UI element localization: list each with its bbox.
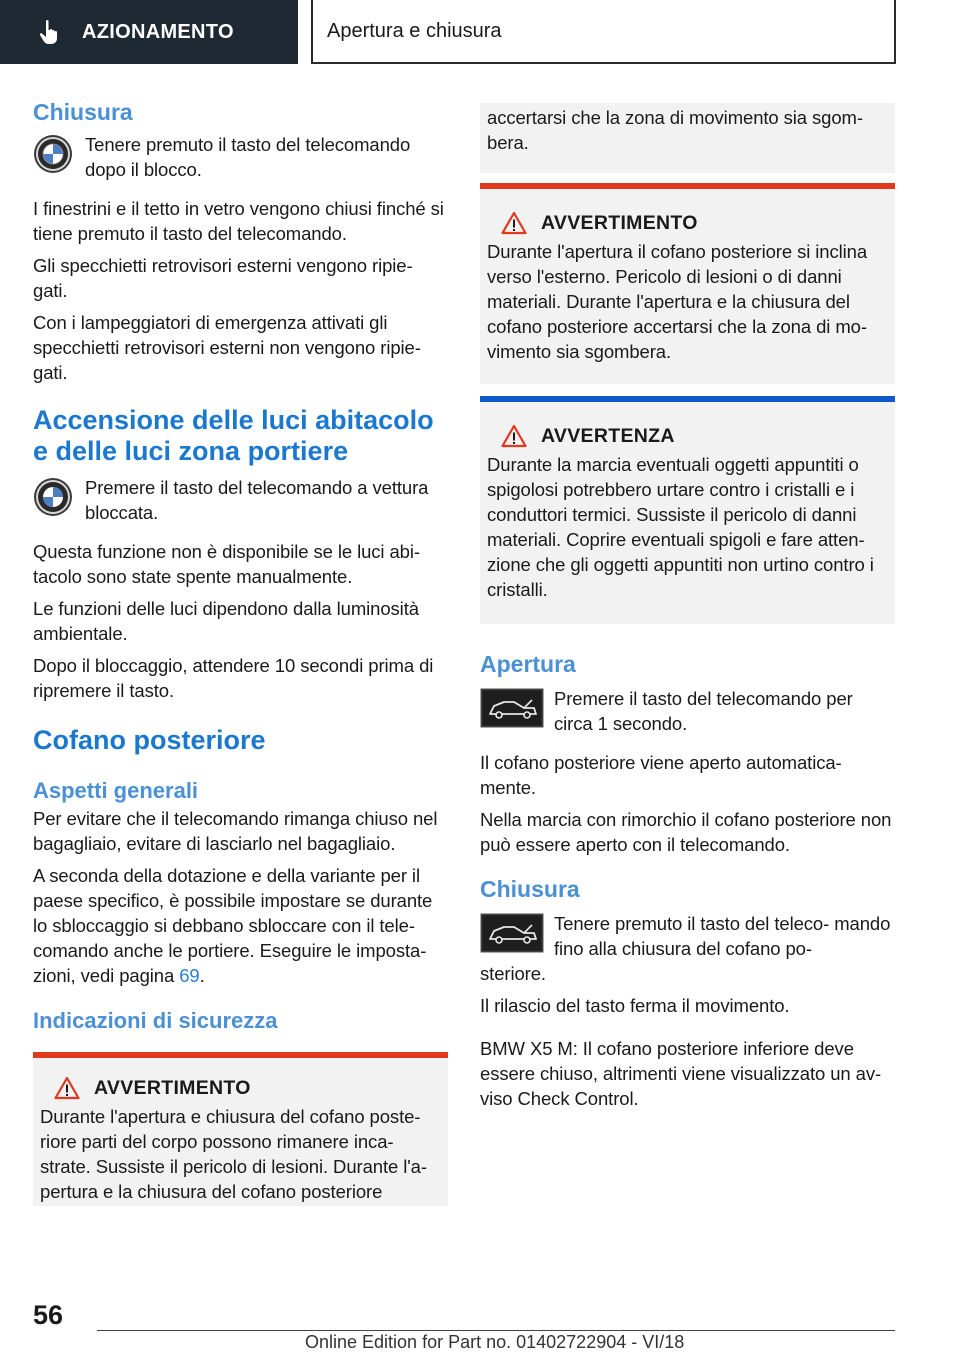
paragraph: Il rilascio del tasto ferma il movimento.: [480, 995, 790, 1016]
paragraph-text: A seconda della dotazione e della variante per il paese specifico, è possibile impostare se durante lo sbloccaggio si debbano sbloccare con il tele- comando anche le portiere. Eseguire le imposta- zioni, vedi pagina: [33, 865, 433, 986]
warning-title: AVVERTIMENTO: [94, 1076, 251, 1099]
paragraph-with-link: [33, 863, 448, 988]
paragraph: BMW X5 M: Il cofano posteriore inferiore deve essere chiuso, altrimenti viene visualizzato un av- viso Check Control.: [480, 1038, 882, 1109]
paragraph: Nella marcia con rimorchio il cofano posteriore non può essere aperto con il telecomando.: [480, 809, 892, 855]
paragraph: Il cofano posteriore viene aperto automatica- mente.: [480, 752, 842, 798]
warning-title: AVVERTIMENTO: [541, 211, 698, 234]
paragraph: Le funzioni delle luci dipendono dalla luminosità ambientale.: [33, 598, 419, 644]
warning-triangle-icon: [54, 1076, 80, 1100]
luci-instruction: [33, 475, 448, 525]
warning-text: Durante l'apertura il cofano posteriore si inclina verso l'esterno. Pericolo di lesioni o di danni materiali. Durante l'apertura e la chiusura del cofano posteriore accertarsi che la zona di mo- vimento sia sgombera.: [487, 241, 868, 362]
right-column: [480, 103, 895, 1111]
paragraph: Gli specchietti retrovisori esterni vengono ripie- gati.: [33, 255, 413, 301]
tailgate-button-icon: [480, 913, 544, 953]
page-number: 56: [33, 1300, 64, 1330]
notice-box: [480, 396, 895, 624]
heading-chiusura-cofano: Chiusura: [480, 876, 580, 902]
warning-content: [480, 189, 895, 384]
notice-text: Durante la marcia eventuali oggetti appuntiti o spigolosi potrebbero urtare contro i cristalli e i conduttori termici. Sussiste il pericolo di danni materiali. Coprire eventuali spigoli e fare atten- zione che gli oggetti appuntiti non urtino contro i cristalli.: [487, 454, 874, 600]
chiusura-instruction-text: Tenere premuto il tasto del telecomando dopo il blocco.: [85, 134, 411, 180]
chiusura-cofano-instruction-text: Tenere premuto il tasto del teleco- mando fino alla chiusura del cofano po-: [554, 913, 891, 959]
left-column: [33, 98, 448, 1206]
section-title: AZIONAMENTO: [82, 20, 234, 43]
chiusura-cofano-instruction: [480, 911, 895, 961]
warning-box: [480, 183, 895, 384]
heading-indicazioni-sicurezza: Indicazioni di sicurezza: [33, 1008, 278, 1033]
paragraph: Con i lampeggiatori di emergenza attivati gli specchietti retrovisori esterni non vengono ripie- gati.: [33, 312, 421, 383]
paragraph: Questa funzione non è disponibile se le luci abi- tacolo sono state spente manualmente.: [33, 541, 420, 587]
heading-cofano-posteriore: Cofano posteriore: [33, 725, 266, 755]
apertura-instruction: [480, 686, 895, 736]
warning-triangle-icon: [501, 211, 527, 235]
heading-apertura: Apertura: [480, 651, 576, 677]
hand-pointer-icon: [38, 19, 62, 45]
bmw-key-icon: [33, 477, 73, 517]
notice-title: AVVERTENZA: [541, 424, 675, 447]
chiusura-instruction: [33, 132, 448, 182]
notice-content: [480, 402, 895, 624]
luci-instruction-text: Premere il tasto del telecomando a vettura bloccata.: [85, 477, 429, 523]
paragraph: I finestrini e il tetto in vetro vengono chiusi finché si tiene premuto il tasto del telecomando.: [33, 198, 444, 244]
apertura-instruction-text: Premere il tasto del telecomando per circa 1 secondo.: [554, 688, 853, 734]
footer-edition: Online Edition for Part no. 01402722904 - VI/18: [305, 1332, 685, 1352]
notice-header: [501, 424, 888, 448]
paragraph-end: .: [199, 965, 205, 986]
paragraph: Per evitare che il telecomando rimanga chiuso nel bagagliaio, evitare di lasciarlo nel bagagliaio.: [33, 808, 438, 854]
chapter-title: Apertura e chiusura: [311, 0, 896, 64]
tailgate-button-icon: [480, 688, 544, 728]
warning-text: Durante l'apertura e chiusura del cofano poste- riore parti del corpo possono rimanere inca- strate. Sussiste il pericolo di lesioni. Durante l'a- pertura e la chiusura del cofano posteriore: [40, 1106, 427, 1202]
section-tab: [0, 0, 298, 64]
heading-aspetti-generali: Aspetti generali: [33, 778, 199, 803]
heading-accensione-luci: Accensione delle luci abitacolo e delle luci zona portiere: [33, 405, 434, 466]
warning-box: [33, 1052, 448, 1206]
bmw-key-icon: [33, 134, 73, 174]
warning-header: [501, 211, 888, 235]
footer-divider: [97, 1330, 895, 1331]
warning-triangle-icon: [501, 424, 527, 448]
page-link[interactable]: 69: [179, 965, 200, 986]
heading-chiusura: Chiusura: [33, 99, 133, 125]
warning-content: [33, 1058, 448, 1206]
paragraph: Dopo il bloccaggio, attendere 10 secondi prima di ripremere il tasto.: [33, 655, 434, 701]
paragraph: steriore.: [480, 963, 546, 984]
warning-continuation: [480, 103, 895, 173]
warning-header: [54, 1076, 441, 1100]
warning-text-continued: accertarsi che la zona di movimento sia sgom- bera.: [487, 107, 863, 153]
